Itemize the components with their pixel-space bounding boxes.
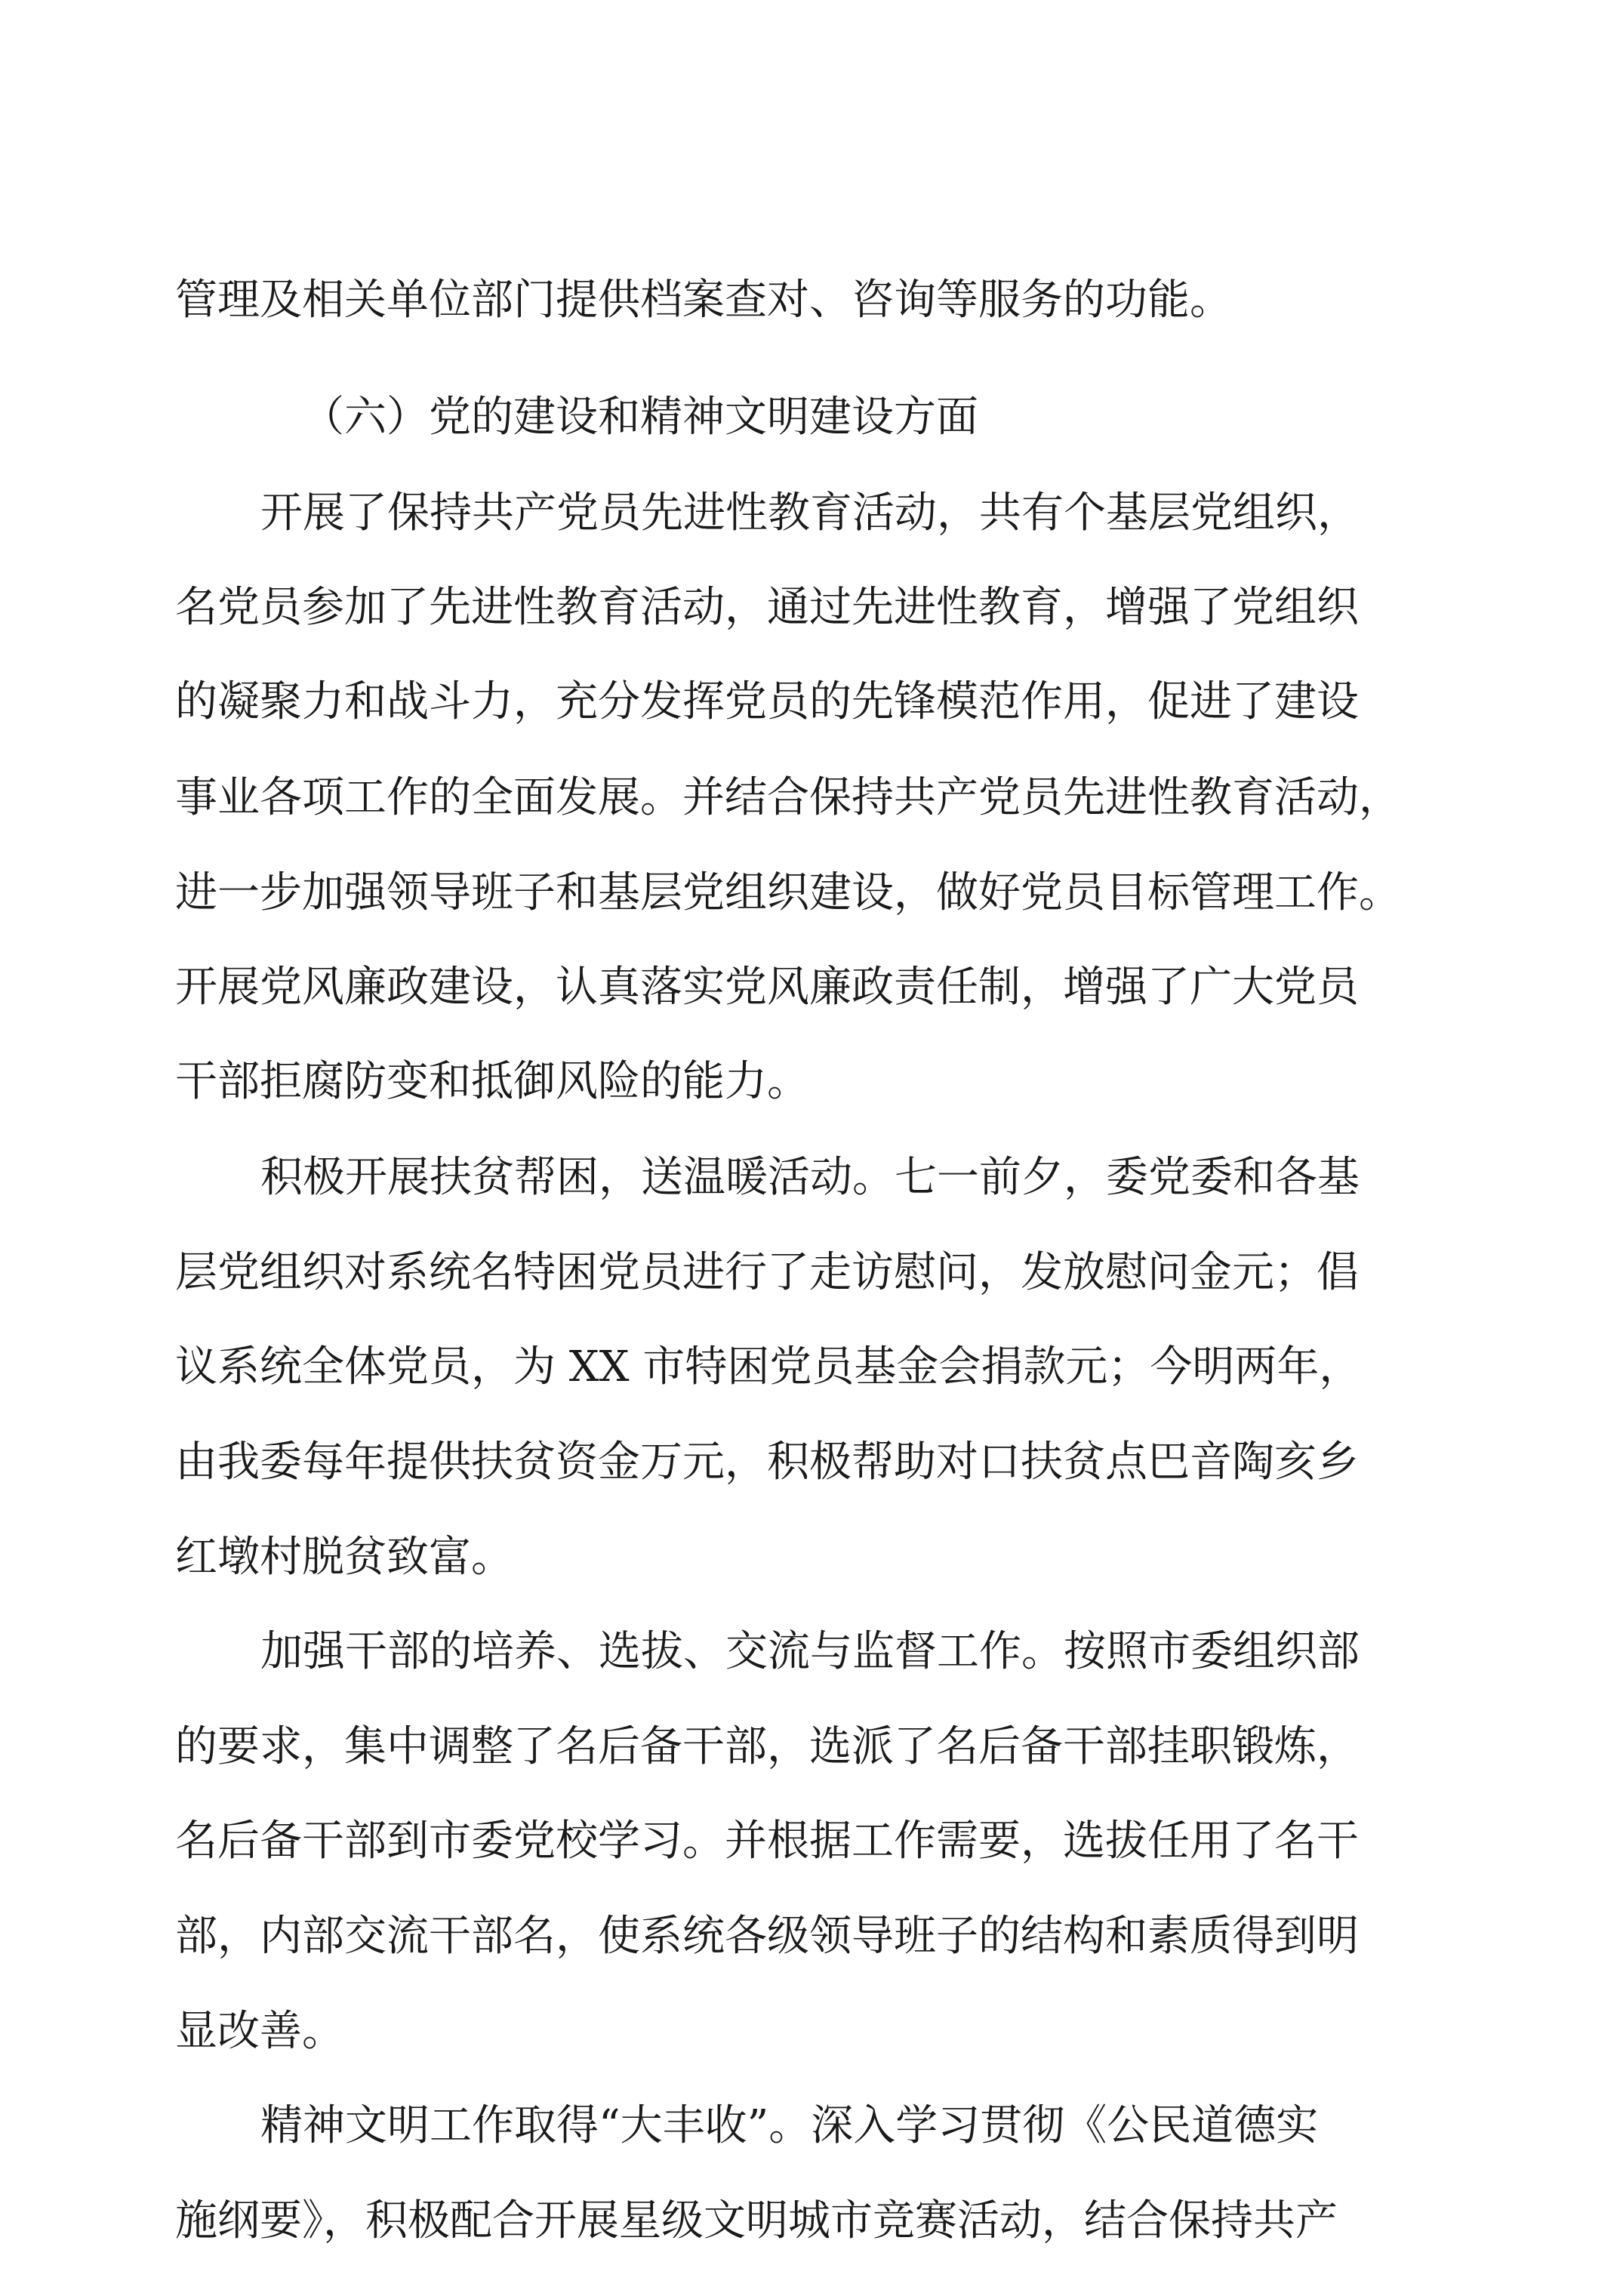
paragraph-line: 加强干部的培养、选拔、交流与监督工作。按照市委组织部 (260, 1627, 1360, 1676)
paragraph-line: 由我委每年提供扶贫资金万元，积极帮助对口扶贫点巴音陶亥乡 (175, 1438, 1359, 1487)
paragraph-line: 层党组织对系统名特困党员进行了走访慰问，发放慰问金元；倡 (175, 1248, 1359, 1297)
paragraph-line: 开展党风廉政建设，认真落实党风廉政责任制，增强了广大党员 (175, 963, 1359, 1012)
paragraph-line: 干部拒腐防变和抵御风险的能力。 (175, 1057, 809, 1106)
paragraph-line: 议系统全体党员，为 XX 市特困党员基金会捐款元；今明两年， (175, 1342, 1362, 1391)
paragraph-line: 开展了保持共产党员先进性教育活动，共有个基层党组织， (260, 488, 1360, 538)
paragraph-line: 名党员参加了先进性教育活动，通过先进性教育，增强了党组织 (175, 583, 1359, 632)
paragraph-line: 的凝聚力和战斗力，充分发挥党员的先锋模范作用，促进了建设 (175, 677, 1359, 726)
paragraph-line: 的要求，集中调整了名后备干部，选派了名后备干部挂职锻炼， (175, 1722, 1359, 1771)
paragraph-line: 显改善。 (175, 2007, 344, 2056)
paragraph-line: 管理及相关单位部门提供档案查对、咨询等服务的功能。 (175, 276, 1232, 325)
paragraph-line: 部，内部交流干部名，使系统各级领导班子的结构和素质得到明 (175, 1912, 1359, 1961)
paragraph-line: 进一步加强领导班子和基层党组织建设，做好党员目标管理工作。 (175, 868, 1401, 917)
paragraph-line: 名后备干部到市委党校学习。并根据工作需要，选拔任用了名干 (175, 1817, 1359, 1866)
paragraph-line: 事业各项工作的全面发展。并结合保持共产党员先进性教育活动， (175, 773, 1401, 822)
paragraph-line: 积极开展扶贫帮困，送温暖活动。七一前夕，委党委和各基 (260, 1153, 1360, 1202)
section-heading: （六）党的建设和精神文明建设方面 (302, 393, 978, 442)
paragraph-line: 红墩村脱贫致富。 (175, 1533, 513, 1582)
paragraph-line: 精神文明工作取得“大丰收”。深入学习贯彻《公民道德实 (260, 2101, 1319, 2150)
paragraph-line: 施纲要》，积极配合开展星级文明城市竞赛活动，结合保持共产 (175, 2196, 1338, 2245)
